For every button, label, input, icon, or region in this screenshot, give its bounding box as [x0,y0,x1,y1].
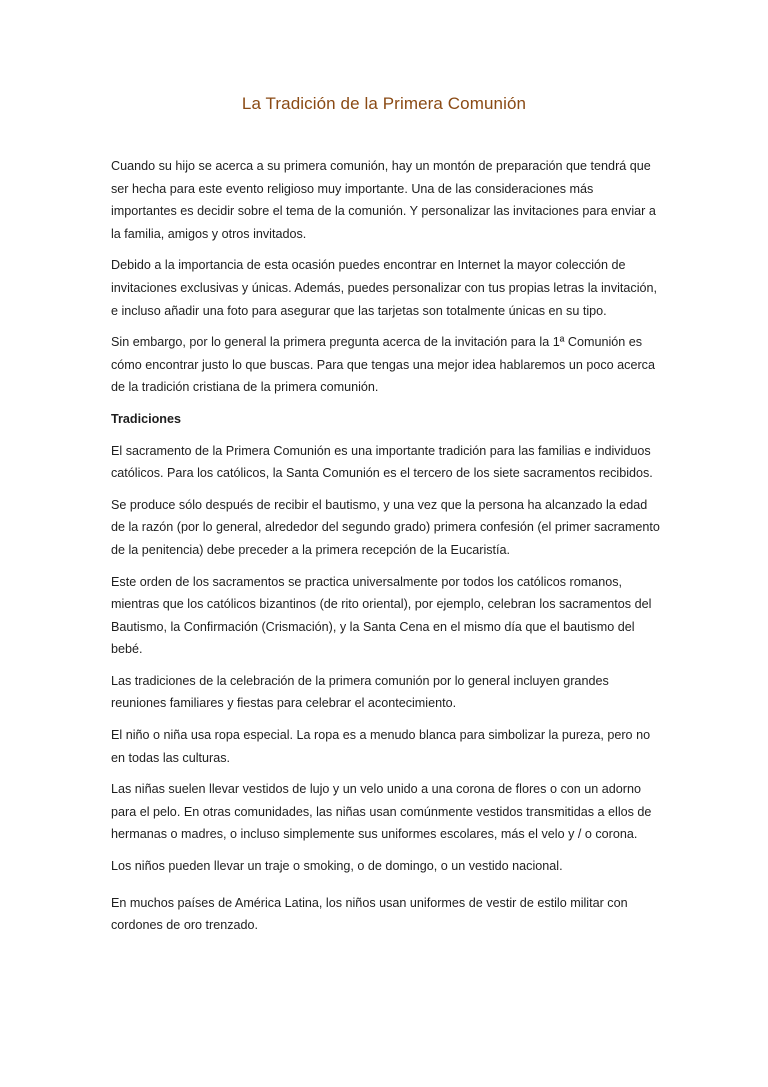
paragraph-tradiciones-7: Los niños pueden llevar un traje o smoking, o de domingo, o un vestido nacional. [111,859,563,874]
paragraph-intro-1: Cuando su hijo se acerca a su primera comunión, hay un montón de preparación que tendrá que ser hecha para este evento religioso muy importante. Una de las consideraciones más importantes es decidir sobre el tema de la comunión. Y personalizar las invitaciones para enviar a la familia, amigos y otros invitados. [111,159,656,241]
paragraph-tradiciones-3: Este orden de los sacramentos se practica universalmente por todos los católicos romanos, mientras que los católicos bizantinos (de rito oriental), por ejemplo, celebran los sacramentos del Bautismo, la Confirmación (Crismación), y la Santa Cena en el mismo día que el bautismo del bebé. [111,574,652,657]
paragraph-tradiciones-1: El sacramento de la Primera Comunión es una importante tradición para las familias e individuos católicos. Para los católicos, la Santa Comunión es el tercero de los siete sacramentos recibidos. [111,443,653,481]
paragraph-intro-2: Debido a la importancia de esta ocasión puedes encontrar en Internet la mayor colección de invitaciones exclusivas y únicas. Además, puedes personalizar con tus propias letras la invitación, e incluso añadir una foto para asegurar que las tarjetas son totalmente únicas en su tipo. [111,258,658,318]
paragraph-tradiciones-4: Las tradiciones de la celebración de la primera comunión por lo general incluyen grandes reuniones familiares y fiestas para celebrar el acontecimiento. [111,673,609,711]
section-heading-tradiciones: Tradiciones [111,411,181,426]
paragraph-tradiciones-8: En muchos países de América Latina, los niños usan uniformes de vestir de estilo militar con cordones de oro trenzado. [111,895,628,933]
document-body [111,155,661,946]
paragraph-tradiciones-6: Las niñas suelen llevar vestidos de lujo y un velo unido a una corona de flores o con un adorno para el pelo. En otras comunidades, las niñas usan comúnmente vestidos transmitidas a ellos de hermanas o madres, o incluso simplemente sus uniformes escolares, más el velo y / o corona. [111,782,652,842]
paragraph-tradiciones-2: Se produce sólo después de recibir el bautismo, y una vez que la persona ha alcanzado la edad de la razón (por lo general, alrededor del segundo grado) primera confesión (el primer sacramento de la penitencia) debe preceder a la primera recepción de la Eucaristía. [111,497,660,557]
document-title: La Tradición de la Primera Comunión [241,94,527,113]
paragraph-intro-3: Sin embargo, por lo general la primera pregunta acerca de la invitación para la 1ª Comunión es cómo encontrar justo lo que buscas. Para que tengas una mejor idea hablaremos un poco acerca de la tradición cristiana de la primera comunión. [111,335,655,395]
paragraph-tradiciones-5: El niño o niña usa ropa especial. La ropa es a menudo blanca para simbolizar la pureza, pero no en todas las culturas. [111,728,651,765]
